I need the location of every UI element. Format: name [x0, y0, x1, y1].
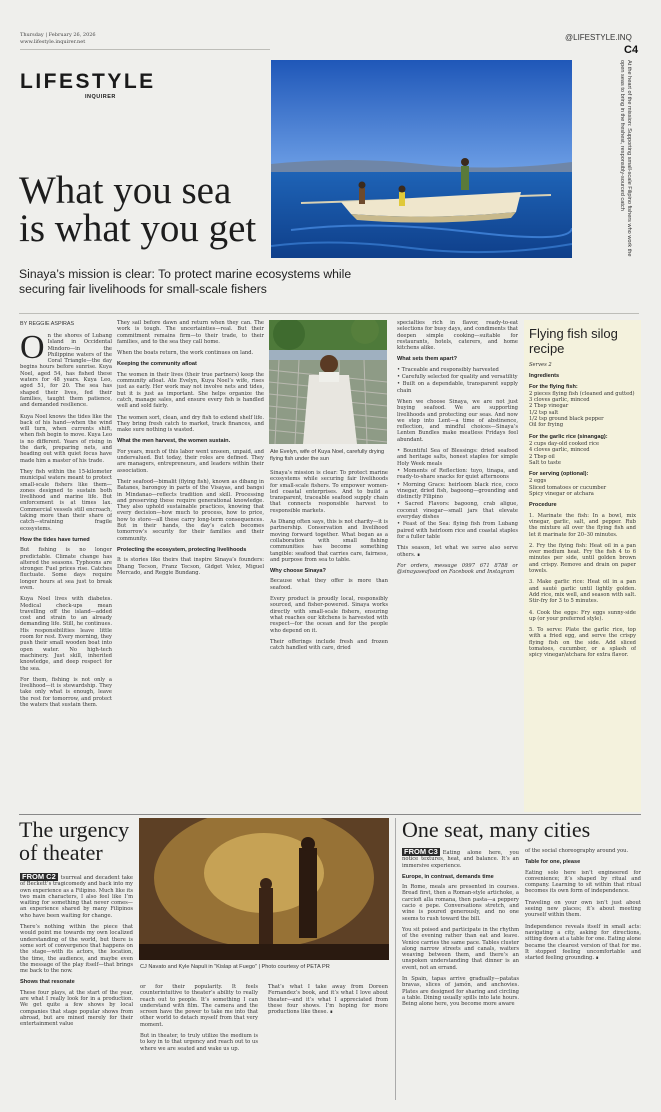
col3-p1: Sinaya’s mission is clear: To protect marine ecosystems while securing fair livelihoods for small-scale fishers. To empower women-led coastal enterprises. And to build a transparent, traceable seafood supply chain that connects responsible harvest to responsible markets. [270, 470, 388, 514]
logo-sub: INQUIRER [85, 94, 116, 100]
col2-subhead-2: What the men harvest, the women sustain. [117, 438, 231, 445]
hero-photo [271, 60, 572, 258]
col4-b4: • Bountiful Sea of Blessings: dried seafood and heritage salts, honest staples for simple Holy Week meals [397, 448, 518, 467]
seat-from-tag[interactable]: FROM C3 [404, 848, 438, 856]
theater-photo [139, 818, 389, 960]
seat-col1-p4: In Spain, tapas arrive gradually—patatas bravas, slices of jamón, and anchovies. Plates are designed for sharing and circling a table. Dining usually spills into late hours. Being alone here, you become more aware [402, 976, 519, 1008]
sea-boat-image [271, 60, 572, 258]
main-column-2 [117, 320, 264, 812]
hero-vertical-caption: At the heart of the mission: Supporting small-scale Filipino fishers who work the open seas to bring in the freshest, responsibly-sourced catch [619, 60, 632, 257]
col4-b6: • Morning Grace: heirloom black rice, coco vinegar, dried fish, bagoong—grounding and distinctly Filipino [397, 481, 518, 501]
theater-image [139, 818, 389, 960]
col4-b5: • Moments of Reflection: tuyo, tinapa, and ready-to-share snacks for quiet afternoons [397, 467, 518, 481]
vertical-divider [395, 818, 396, 1100]
headline-line1: What you sea [19, 169, 232, 212]
main-headline [19, 169, 269, 250]
recipe-title: Flying fish silog recipe [529, 326, 618, 356]
col1-p2: Kuya Noel knows the tides like the back of his hand—when the wind will turn, when currents shift, when fish begin to move. Kuya Leo is no different. Years of rising in the dark, preparing nets, and heading out with quiet focus have made him a master of his trade. [20, 413, 112, 464]
main-column-1 [20, 333, 112, 813]
urgency-col1-p1: tsurreal and decadent take of Beckett’s tragicomedy and back into my own experience as a Filipino. Much like its two main characters, I also feel like I’m waiting for something that never comes—an experience shared by many Filipinos who have been waiting for change. [20, 875, 133, 919]
deck-rule [19, 313, 639, 314]
col4-p1: specialties rich in flavor, ready-to-eat selections for busy days, and condiments that deepen simple cooking—suitable for restaurants, hotels, caterers, and home kitchens alike. [397, 320, 518, 352]
col4-p4: For orders, message 0997 671 8788 or @sinayaseafood on Facebook and Instagram [397, 562, 518, 576]
col4-b2: • Carefully selected for quality and versatility [397, 374, 518, 381]
main-deck: Sinaya’s mission is clear: To protect marine ecosystems while securing fair livelihoods for small-scale fishers [19, 267, 352, 296]
recipe-body [529, 362, 636, 812]
seat-column-1 [402, 848, 519, 1100]
recipe-serves: Serves 2 [529, 362, 552, 368]
col2-subhead-3: Protecting the ecosystem, protecting livelihoods [117, 546, 247, 553]
urgency-column-3 [268, 984, 388, 1100]
seat-column-2 [525, 848, 641, 1100]
col2-p5: For years, much of this labor went unseen, unpaid, and undervalued. But today, their roles are defined. They are managers, entrepreneurs, and leaders within their association. [117, 448, 264, 474]
seat-subhead-2: Table for one, please [525, 859, 581, 866]
col3-subhead-1: Why choose Sinaya? [270, 568, 326, 575]
seat-col2-p4: Independence reveals itself in small acts: navigating a city, asking for directions, sitting down at a table for one. Eating alone became the clearest version of that for me. It stopped feeling uncomfortable and started feeling grounding. ∎ [525, 923, 641, 962]
urgency-from-tag[interactable]: FROM C2 [22, 873, 56, 881]
masthead-handle[interactable]: @LIFESTYLE.INQ [565, 33, 632, 42]
urgency-column-2 [140, 984, 258, 1100]
recipe-fish-heading: For the flying fish: [529, 383, 578, 390]
recipe-rice-heading: For the garlic rice (sinangag): [529, 433, 608, 440]
recipe-step-2: 2. Fry the flying fish: Heat oil in a pan over medium heat. Fry the fish 4 to 6 minutes per side, until golden brown and crispy. Remove and drain on paper towels. [529, 542, 636, 575]
col2-p6: Their seafood—bimalit (flying fish), known as dibang in Batanes, barongoy in parts of the Visayas, and bangsi in Mindanao—reflects tradition and skill. Processing and preserving these require generational knowledge. They also uphold sustainable practices, knowing that every decision—how much to process, how to price, how to store—all these carry long-term consequences. But in their hands, the day’s catch becomes tomorrow’s security for their families and their community. [117, 478, 264, 542]
col2-p7: It is stories like theirs that inspire Sinaya’s founders: Dhang Tecson, Franz Tecson, Gidget Velez, Miguel Mercado, and Reggie Bundang. [117, 557, 264, 576]
recipe-step-5: 5. To serve: Plate the garlic rice, top with a fried egg, and serve the crispy flying fish on the side. Add sliced tomatoes, cucumber, or a splash of spicy vinegar/atchara for extra flavor. [529, 627, 636, 659]
seat-col2-p1: of the social choreography around you. [525, 848, 629, 854]
masthead-date: Thursday | February 26, 2026 [20, 32, 96, 38]
col4-subhead-1: What sets them apart? [397, 356, 457, 363]
col2-subhead-1: Keeping the community afloat [117, 361, 197, 368]
byline: BY REGGIE ASPIRAS [20, 321, 75, 327]
seat-col1-p2: In Rome, meals are presented in courses. Bread first, then a Roman-style artichoke, a carciofi alla romana, then pasta—a peppery cacio e pepe. Conversations stretch, and wine is poured generously, and no one seems to rush toward the bill. [402, 884, 519, 922]
recipe-box [524, 320, 641, 812]
col1-p1: n the shores of Lubang Island in Occidental Mindoro—in the Philippine waters of the Coral Triangle—the day begins hours before sunrise. Kuya Noel, aged 54, has fished these waters for 48 years. Kuya Leo, aged 51, for 20. The sea has shaped their lives, fed their families, taught them patience, and demanded resilience. [20, 333, 112, 409]
seat-col2-p2: Eating solo here isn’t engineered for convenience; it’s shaped by ritual and company. Learning to sit within that ritual becomes its own form of independence. [525, 869, 641, 895]
col2-p4: The women sort, clean, and dry fish to extend shelf life. They bring fresh catch to market, track finances, and make sure nothing is wasted. [117, 414, 264, 434]
section-divider [19, 814, 641, 815]
urgency-col2-p1: or for their popularity. It feels counterintuitive to theater’s ability to really reach out to people. It’s something I can understand with film. The camera and the screen have the power to take me into that other world to detach myself from that very moment. [140, 984, 258, 1028]
urgency-subhead: Shows that resonate [20, 979, 75, 986]
theater-photo-caption: CJ Navato and Kyle Napuli in “Kislap at Fuego” | Photo courtesy of PETA PR [140, 964, 330, 970]
col1-p4: But fishing is no longer predictable. Climate change has altered the seasons. Typhoons are stronger. Fuel prices rise. Catches fluctuate. Some days require longer hours at sea just to break even. [20, 547, 112, 591]
col2-p3: The women in their lives (their true partners) keep the community afloat. Ate Evelyn, Kuya Noel’s wife, rises just as early. Her work may not involve nets and tides, but it is just as important. She helps organize the catch, manage sales, and ensure every fish is handled well and sold fairly. [117, 371, 264, 410]
recipe-step-4: 4. Cook the eggs: Fry eggs sunny-side up (or your preferred style). [529, 609, 636, 622]
col4-b1: • Traceable and responsibly harvested [397, 366, 499, 373]
urgency-col2-p2: But in theater, to truly utilize the medium is to key in to that urgency and reach out to us where we are seated and wake us up. [140, 1033, 258, 1052]
seat-subhead-1: Europe, in contrast, demands time [402, 873, 494, 880]
main-column-4 [397, 320, 518, 812]
urgency-col1-p3: These four plays, at the start of the year, are what I really look for in a production. We get quite a few shows by local companies that stage popular shows from abroad, but are mined merely for their entertainment value [20, 989, 133, 1028]
recipe-fish-items: 2 pieces flying fish (cleaned and gutted) 3 cloves garlic, minced 2 Tbsp vinegar 1/2 tsp salt 1/2 tsp ground black pepper Oil for frying [529, 390, 635, 429]
page-number: C4 [624, 44, 639, 56]
col3-p3: Because what they offer is more than seafood. [270, 578, 388, 591]
recipe-serving-heading: For serving (optional): [529, 471, 589, 478]
col3-p4: Every product is proudly local, responsibly sourced, and fisher-powered. Sinaya works directly with small-scale fishers, ensuring what reaches our kitchens is harvested with respect—for the ocean and for the people who depend on it. [270, 596, 388, 634]
col2-p2: When the boats return, the work continues on land. [117, 350, 254, 357]
recipe-step-1: 1. Marinate the fish: In a bowl, mix vinegar, garlic, salt, and pepper. Rub the mixture all over the flying fish and let it marinate for 20–30 minutes. [529, 512, 636, 538]
masthead-rule [20, 49, 270, 50]
seat-col1-p3: You sit poised and participate in the rhythm of the evening rather than eat and leave. Venice carries the same pace. Tables cluster along narrow streets and canals, waiters weaving between them, and there’s an unspoken understanding that dinner is an event, not an errand. [402, 926, 519, 971]
col4-b8: • Feast of the Sea: flying fish from Lubang paired with heirloom rice and coastal staples for a fuller table [397, 521, 518, 540]
col1-subhead-1: How the tides have turned [20, 536, 90, 543]
col2-p1: They sail before dawn and return when they can. The work is tough. The uncertainties—real. But their commitment remains firm—to their trade, to their families, and to the sea they call home. [117, 320, 264, 345]
drying-fish-image [269, 320, 387, 444]
seat-col2-p3: Traveling on your own isn’t just about seeing new places; it’s about meeting yourself within them. [525, 899, 641, 919]
seat-col1-p1: Eating alone here, you notice textures, heat, and balance. It’s an immersive experience. [402, 850, 519, 869]
drying-fish-caption: Ate Evelyn, wife of Kuya Noel, carefully drying flying fish under the sun [270, 449, 385, 462]
main-column-3 [270, 470, 388, 812]
urgency-title [19, 818, 129, 864]
drop-cap: O [20, 333, 45, 366]
recipe-rice-items: 2 cups day-old cooked rice 4 cloves garlic, minced 2 Tbsp oil Salt to taste [529, 440, 600, 466]
col1-p3: They fish within the 15-kilometer municipal waters meant to protect small-scale fishers like them—zones designed to sustain both livelihood and marine life. But enforcement is at times lax. Commercial vessels still encroach, taking more than their share of catch—straining fragile ecosystems. [20, 468, 112, 532]
col4-b7: • Sacred Flavors: bagoong, crab aligue, coconut vinegar—small jars that elevate everyday dishes [397, 501, 518, 521]
lifestyle-logo: LIFESTYLE [20, 70, 156, 93]
col3-p2: As Dhang often says, this is not charity—it is partnership. Conservation and livelihood moving forward together. What began as a collaboration with small fishing communities has become something tangible: seafood that carries care, fairness, and purpose from sea to table. [270, 519, 388, 563]
urgency-column-1 [20, 873, 133, 1100]
drying-fish-photo [269, 320, 387, 444]
urgency-title-line2: of theater [19, 840, 103, 865]
recipe-step-3: 3. Make garlic rice: Heat oil in a pan and sauté garlic until lightly golden. Add rice, mix well, and season with salt. Stir-fry for 3 to 5 minutes. [529, 579, 636, 605]
col3-p5: Their offerings include fresh and frozen catch handled with care, dried [270, 638, 388, 652]
recipe-procedure-heading: Procedure [529, 502, 557, 509]
col4-p2: When we choose Sinaya, we are not just buying seafood. We are supporting livelihoods and protecting our seas. And now we step into Lent—a time of abstinence, reflection, and mindful choices—Sinaya’s Lenten Bundles make meatless Fridays feel abundant. [397, 398, 518, 443]
col1-p6: For them, fishing is not only a livelihood—it is stewardship. They take only what is enough, leave the rest for tomorrow, and protect the waters that sustain them. [20, 676, 112, 709]
col4-b3: • Built on a dependable, transparent supply chain [397, 381, 518, 394]
seat-title: One seat, many cities [402, 817, 591, 842]
recipe-serving-items: 2 eggs Sliced tomatoes or cucumber Spicy vinegar or atchara [529, 478, 607, 498]
col4-p3: This season, let what we serve also serve others. ∎ [397, 545, 518, 558]
recipe-ingredients-heading: Ingredients [529, 373, 560, 380]
masthead-website[interactable]: www.lifestyle.inquirer.net [20, 39, 86, 45]
col1-p5: Kuya Noel lives with diabetes. Medical check-ups mean travelling off the island—added cost and strain to an already demanding life. Still, he continues. His responsibilities leave little room for rest. Every morning, they push their small wooden boat into open water. No high-tech machinery. Just skill, inherited knowledge, and deep respect for the sea. [20, 596, 112, 672]
urgency-col3-p1: That’s what I take away from Doreen Fernandez’s book, and it’s what I love about theater—and it’s what I appreciated from these four shows. I’m hoping for more productions like these. ∎ [268, 984, 388, 1016]
urgency-col1-p2: There’s nothing within the piece that would point me towards my own localized understanding of the world, but there is some sort of convergence that happens on the stage—with its actors, the location, the time, the audience, and maybe even the message of the play itself—that brings me back to the now. [20, 924, 133, 975]
headline-line2: is what you get [19, 207, 257, 250]
urgency-title-line1: The urgency [19, 817, 130, 842]
